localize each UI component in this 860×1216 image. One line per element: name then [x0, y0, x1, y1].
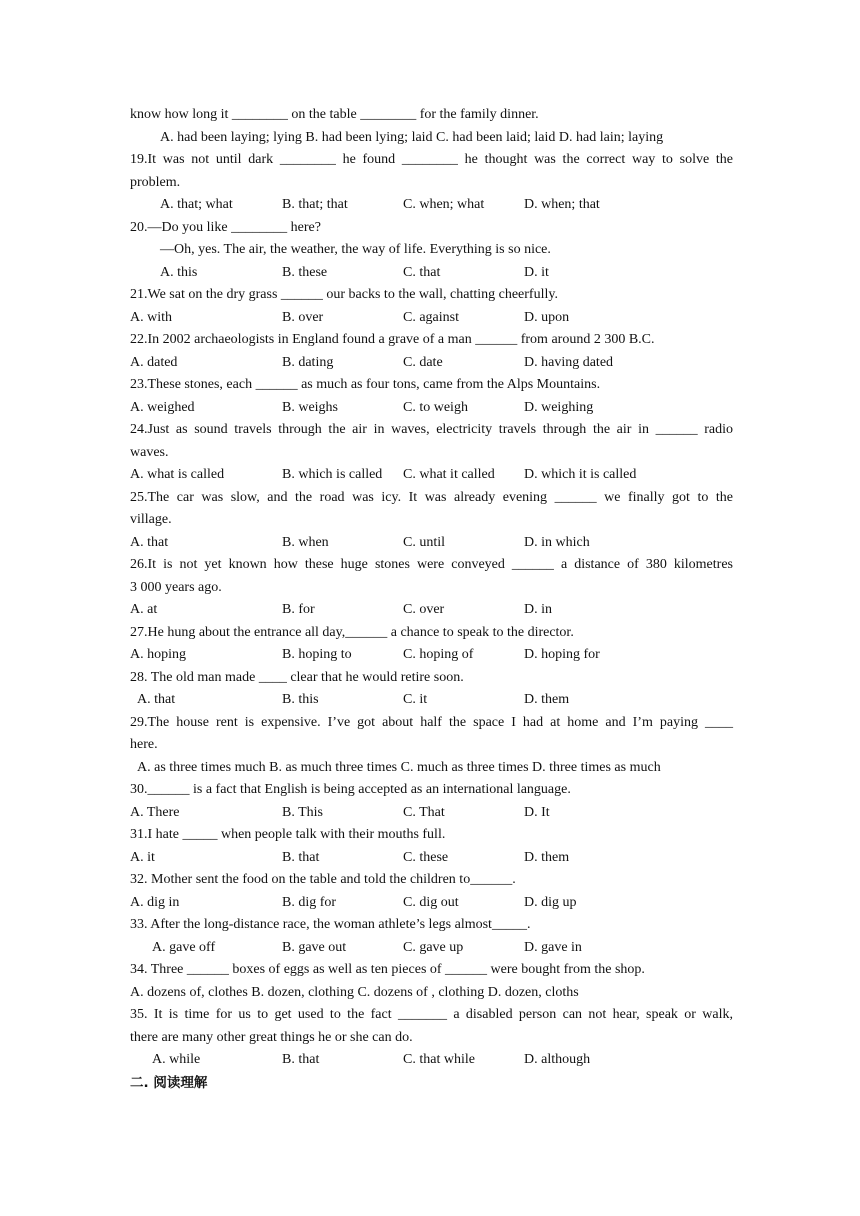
answer-option: C. date — [403, 354, 443, 370]
text-line: problem. — [130, 174, 181, 190]
answer-options — [130, 689, 733, 712]
answer-options — [130, 937, 733, 960]
answer-option: A. dig in — [130, 894, 180, 910]
answer-option: C. when; what — [403, 197, 485, 212]
answer-option: C. hoping of — [403, 647, 474, 662]
text-line: there are many other great things he or she can do. — [130, 1029, 413, 1045]
answer-options — [130, 599, 733, 622]
answer-option: A. hoping — [130, 647, 186, 662]
document-page — [130, 104, 733, 1094]
answer-option: C. these — [403, 849, 449, 865]
text-line: 28. The old man made ____ clear that he would retire soon. — [130, 669, 464, 685]
answer-option: D. dig up — [524, 894, 577, 910]
text-line: 26.It is not yet known how these huge stones were conveyed ______ a distance of 380 kilometres — [130, 557, 733, 572]
answer-options — [130, 1049, 733, 1072]
answer-option: D. weighing — [524, 399, 594, 415]
answer-options — [130, 352, 733, 375]
answer-options — [130, 194, 733, 217]
answer-options — [130, 532, 733, 555]
answer-option: D. it — [524, 264, 549, 280]
answer-option: A. while — [152, 1052, 201, 1067]
answer-option: C. dig out — [403, 894, 459, 910]
answer-option: C. that — [403, 264, 441, 280]
answer-option: D. gave in — [524, 939, 582, 955]
text-line: 31.I hate _____ when people talk with their mouths full. — [130, 827, 446, 842]
answer-option: A. weighed — [130, 399, 195, 415]
answer-option: D. having dated — [524, 354, 614, 370]
answer-option: B. that — [282, 1052, 320, 1067]
answer-option: A. it — [130, 849, 155, 865]
answer-option: C. over — [403, 602, 445, 617]
answer-option: B. over — [282, 309, 324, 325]
answer-options — [130, 802, 733, 825]
answer-options — [130, 307, 733, 330]
answer-option: C. That — [403, 804, 445, 820]
text-line: 27.He hung about the entrance all day,______ a chance to speak to the director. — [130, 624, 574, 640]
text-line: here. — [130, 737, 158, 752]
answer-option: B. hoping to — [282, 647, 352, 662]
text-line: 19.It was not until dark ________ he found ________ he thought was the correct way to solve the — [130, 152, 733, 167]
answer-options — [130, 644, 733, 667]
answer-option: C. against — [403, 309, 459, 325]
text-line: 25.The car was slow, and the road was icy. It was already evening ______ we finally got to the — [130, 489, 733, 505]
answer-option: B. these — [282, 264, 328, 280]
answer-option: D. in — [524, 602, 552, 617]
answer-options — [130, 464, 733, 487]
answer-option: D. them — [524, 692, 570, 707]
answer-option: C. it — [403, 692, 428, 707]
answer-option: D. although — [524, 1052, 591, 1067]
answer-option: A. with — [130, 309, 172, 325]
text-line: 33. After the long-distance race, the woman athlete’s legs almost_____. — [130, 917, 531, 932]
answer-option: D. upon — [524, 309, 570, 325]
text-line: 22.In 2002 archaeologists in England found a grave of a man ______ from around 2 300 B.C. — [130, 332, 655, 347]
text-line: 21.We sat on the dry grass ______ our backs to the wall, chatting cheerfully. — [130, 287, 558, 302]
answer-option: B. This — [282, 804, 323, 820]
text-line: know how long it ________ on the table ________ for the family dinner. — [130, 107, 539, 122]
section-heading: 二. 阅读理解 — [130, 1074, 208, 1091]
answer-option: B. this — [282, 692, 319, 707]
answer-options — [130, 892, 733, 915]
text-line: 29.The house rent is expensive. I’ve got about half the space I had at home and I’m paying ____ — [130, 714, 733, 730]
text-line: 24.Just as sound travels through the air in waves, electricity travels through the air in ______ radio — [130, 422, 733, 437]
text-line: 32. Mother sent the food on the table and told the children to______. — [130, 872, 516, 887]
text-line: 3 000 years ago. — [130, 579, 222, 595]
text-line: 34. Three ______ boxes of eggs as well as ten pieces of ______ were bought from the shop. — [130, 962, 645, 977]
answer-option: B. that — [282, 849, 320, 865]
answer-option: B. when — [282, 534, 329, 550]
text-line: —Oh, yes. The air, the weather, the way of life. Everything is so nice. — [160, 242, 551, 257]
answer-option: C. until — [403, 534, 446, 550]
answer-options — [130, 847, 733, 870]
answer-option: A. at — [130, 602, 158, 617]
answer-option: D. when; that — [524, 197, 600, 212]
text-line: A. as three times much B. as much three times C. much as three times D. three times as much — [137, 759, 661, 775]
answer-option: A. this — [160, 264, 198, 280]
answer-options — [130, 397, 733, 420]
answer-option: D. in which — [524, 534, 590, 550]
answer-option: C. what it called — [403, 467, 495, 482]
text-line: waves. — [130, 444, 169, 460]
answer-option: B. that; that — [282, 197, 348, 212]
text-line: 30.______ is a fact that English is being accepted as an international language. — [130, 782, 571, 797]
answer-option: A. gave off — [152, 939, 216, 955]
answer-option: C. gave up — [403, 939, 464, 955]
answer-option: A. that — [130, 534, 169, 550]
answer-options — [130, 262, 733, 285]
answer-option: A. that; what — [160, 197, 233, 212]
answer-option: B. dating — [282, 354, 334, 370]
answer-option: D. them — [524, 849, 570, 865]
text-line: A. had been laying; lying B. had been lying; laid C. had been laid; laid D. had lain; laying — [160, 129, 664, 145]
answer-option: D. It — [524, 804, 550, 820]
text-line: 23.These stones, each ______ as much as four tons, came from the Alps Mountains. — [130, 377, 601, 392]
answer-option: C. to weigh — [403, 399, 468, 415]
text-line: A. dozens of, clothes B. dozen, clothing C. dozens of , clothing D. dozen, cloths — [130, 984, 579, 1000]
text-line: 20.—Do you like ________ here? — [130, 219, 321, 235]
answer-option: B. weighs — [282, 399, 338, 415]
answer-option: A. that — [137, 692, 176, 707]
answer-option: D. hoping for — [524, 647, 600, 662]
answer-option: C. that while — [403, 1052, 475, 1067]
text-line: 35. It is time for us to get used to the fact _______ a disabled person can not hear, speak or walk, — [130, 1007, 733, 1022]
answer-option: A. what is called — [130, 467, 225, 482]
answer-option: B. dig for — [282, 894, 337, 910]
text-line: village. — [130, 512, 172, 527]
answer-option: A. There — [130, 804, 180, 820]
answer-option: A. dated — [130, 354, 178, 370]
answer-option: D. which it is called — [524, 467, 637, 482]
answer-option: B. which is called — [282, 467, 383, 482]
answer-option: B. for — [282, 602, 315, 617]
answer-option: B. gave out — [282, 939, 347, 955]
